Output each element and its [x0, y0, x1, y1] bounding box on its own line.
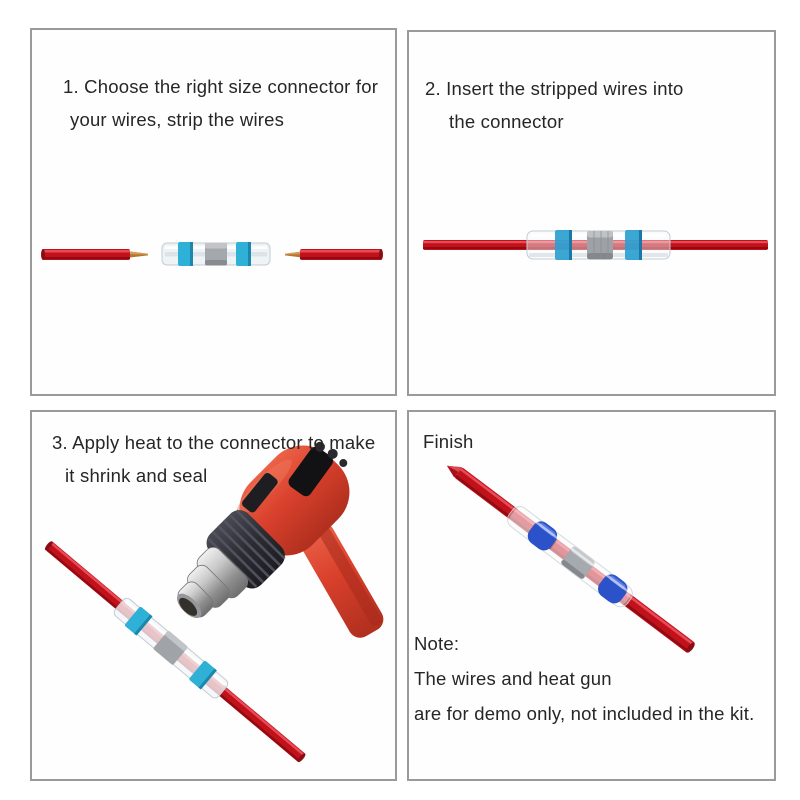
- kit-note: [414, 626, 754, 731]
- note-line-1: Note:: [414, 633, 460, 654]
- note-line-2: The wires and heat gun: [414, 668, 612, 689]
- step-3-caption-line-2: it shrink and seal: [65, 465, 208, 486]
- step-1-panel: [30, 28, 397, 396]
- shrunk-solder-connector: [503, 502, 636, 611]
- left-red-wire: [41, 249, 148, 260]
- blue-band-right: [236, 242, 251, 266]
- solder-seal-connector: [162, 242, 270, 266]
- step-2-caption-line-1: 2. Insert the stripped wires into: [425, 78, 684, 99]
- finish-caption: [423, 425, 474, 458]
- step-3-caption-line-1: 3. Apply heat to the connector to make: [52, 432, 376, 453]
- solder-seal-connector: [527, 230, 670, 260]
- right-red-wire: [285, 249, 383, 260]
- blue-band-left: [178, 242, 193, 266]
- step-3-panel: [30, 410, 397, 781]
- solder-ring: [587, 231, 613, 260]
- finish-caption-line-1: Finish: [423, 431, 474, 452]
- finish-panel: [407, 410, 776, 781]
- step-2-panel: [407, 30, 776, 396]
- solder-ring: [205, 243, 227, 266]
- solder-seal-connector: [111, 595, 230, 701]
- step-1-caption-line-2: your wires, strip the wires: [70, 109, 285, 130]
- step-1-caption-line-1: 1. Choose the right size connector for: [63, 76, 379, 97]
- stripped-copper-tip-right: [285, 252, 302, 258]
- stripped-copper-tip-left: [130, 252, 148, 258]
- step-3-caption: [52, 426, 375, 492]
- step-1-caption: [63, 70, 378, 136]
- step-2-caption: [425, 72, 684, 138]
- blue-band-right: [625, 230, 642, 260]
- blue-band-left: [555, 230, 572, 260]
- note-line-3: are for demo only, not included in the kit.: [414, 703, 755, 724]
- step-2-caption-line-2: the connector: [449, 111, 564, 132]
